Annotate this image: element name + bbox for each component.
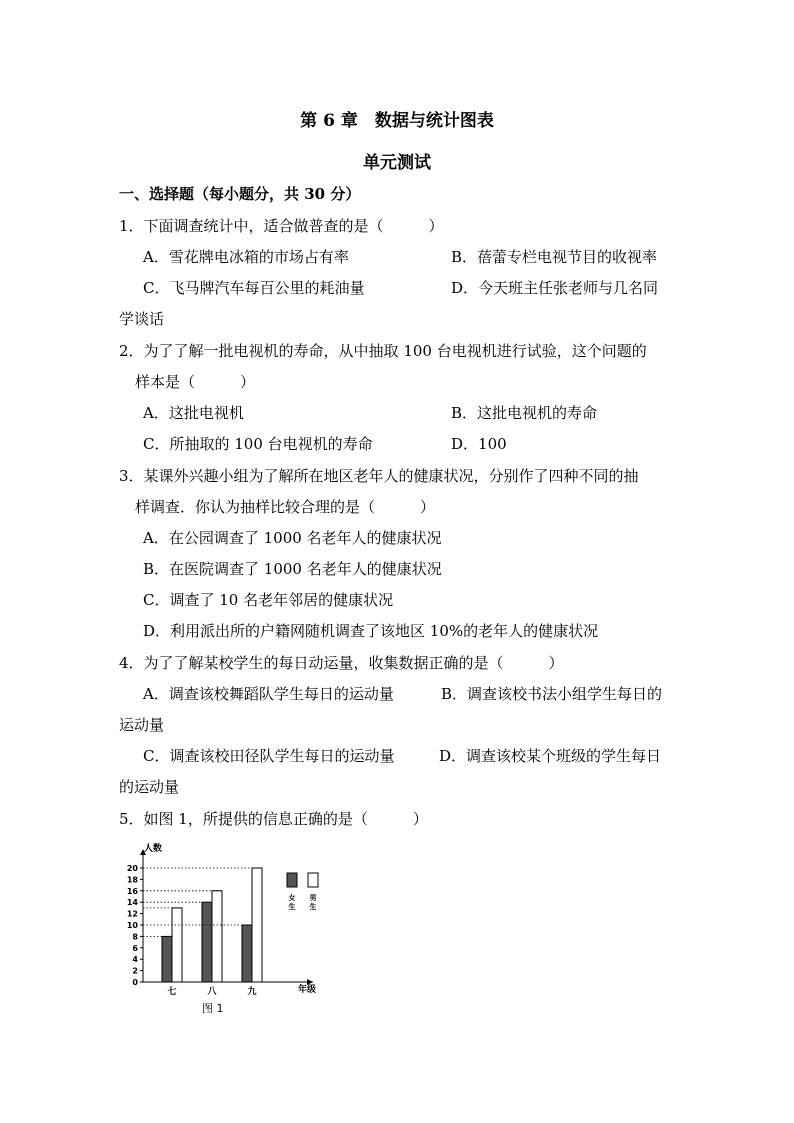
q1-option-b: B．蓓蕾专栏电视节目的收视率: [451, 248, 658, 266]
q1-option-c: C．飞马牌汽车每百公里的耗油量: [143, 279, 365, 297]
figure-caption: 图 1: [202, 1002, 224, 1015]
x-axis-label: 年级: [298, 985, 317, 995]
x-tick-label: 八: [207, 987, 217, 997]
q2-stem-cont: 样本是（ ）: [135, 373, 256, 391]
q2-option-a: A．这批电视机: [143, 404, 244, 422]
q1-option-d-cont: 学谈话: [119, 310, 165, 328]
y-tick-label: 20: [126, 864, 138, 873]
legend-swatch-0: [287, 873, 297, 887]
q4-option-d: D．调查该校某个班级的学生每日: [439, 747, 662, 765]
y-tick-label: 8: [132, 932, 138, 942]
grade-bar-chart: [115, 840, 335, 1020]
bar-girls-2: [242, 925, 252, 982]
q1-option-a: A．雪花牌电冰箱的市场占有率: [143, 248, 349, 266]
y-tick-label: 0: [132, 978, 138, 987]
chapter-title: 第 6 章 数据与统计图表: [300, 111, 494, 131]
y-tick-label: 12: [126, 909, 138, 919]
q2-option-b: B．这批电视机的寿命: [451, 404, 598, 422]
section-heading: 一、选择题（每小题分，共 30 分）: [119, 185, 361, 203]
y-tick-label: 18: [126, 875, 138, 885]
q2-option-d: D．100: [451, 435, 507, 453]
legend-label-0: 女: [288, 894, 296, 902]
q4-option-c: C．调查该校田径队学生每日的运动量: [143, 747, 395, 765]
y-tick-label: 2: [132, 966, 138, 976]
bar-boys-2: [252, 868, 262, 982]
q4-stem: 4．为了了解某校学生的每日动运量，收集数据正确的是（ ）: [119, 654, 564, 672]
y-axis-label: 人数: [144, 844, 163, 854]
x-tick-label: 七: [167, 987, 177, 997]
q2-stem: 2．为了了解一批电视机的寿命，从中抽取 100 台电视机进行试验，这个问题的: [119, 342, 647, 360]
legend-label-1-b: 生: [309, 903, 317, 911]
y-tick-label: 14: [126, 898, 138, 908]
legend-swatch-1: [308, 873, 318, 887]
q4-option-b: B．调查该校书法小组学生每日的: [441, 685, 663, 703]
y-tick-label: 16: [126, 886, 138, 896]
q1-stem: 1．下面调查统计中，适合做普查的是（ ）: [119, 217, 444, 235]
q3-option-b: B．在医院调查了 1000 名老年人的健康状况: [143, 560, 442, 578]
q2-option-c: C．所抽取的 100 台电视机的寿命: [143, 435, 373, 453]
y-tick-label: 6: [132, 943, 138, 953]
q5-stem: 5．如图 1，所提供的信息正确的是（ ）: [119, 810, 428, 828]
legend-label-1: 男: [309, 894, 317, 902]
bar-boys-0: [172, 908, 182, 982]
q3-option-d: D．利用派出所的户籍网随机调查了该地区 10%的老年人的健康状况: [143, 622, 599, 640]
legend-label-0-b: 生: [288, 903, 296, 911]
bar-girls-1: [202, 902, 212, 982]
q3-stem-cont: 样调查．你认为抽样比较合理的是（ ）: [135, 498, 436, 516]
y-tick-label: 4: [132, 955, 138, 965]
q3-option-a: A．在公园调查了 1000 名老年人的健康状况: [143, 529, 442, 547]
q4-option-b-cont: 运动量: [119, 716, 165, 734]
q1-option-d: D．今天班主任张老师与几名同: [451, 279, 659, 297]
q4-option-d-cont: 的运动量: [119, 778, 180, 796]
q3-option-c: C．调查了 10 名老年邻居的健康状况: [143, 591, 394, 609]
unit-title: 单元测试: [363, 153, 431, 173]
bar-girls-0: [162, 936, 172, 982]
bar-boys-1: [212, 891, 222, 982]
x-tick-label: 九: [247, 987, 257, 997]
y-tick-label: 10: [126, 921, 138, 930]
q4-option-a: A．调查该校舞蹈队学生每日的运动量: [143, 685, 394, 703]
q3-stem: 3．某课外兴趣小组为了解所在地区老年人的健康状况，分别作了四种不同的抽: [119, 467, 639, 485]
